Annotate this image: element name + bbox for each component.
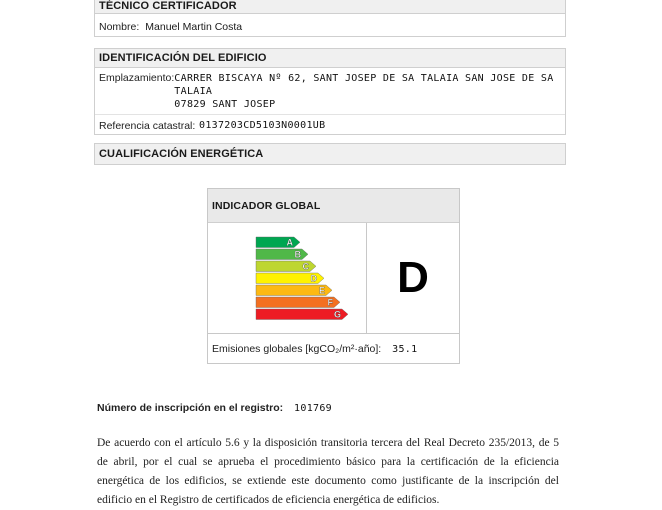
indicador-global-table bbox=[207, 188, 460, 364]
registro-line bbox=[97, 402, 332, 414]
cualificacion-energetica-section bbox=[94, 143, 566, 165]
section-header: TÉCNICO CERTIFICADOR bbox=[95, 0, 565, 14]
energy-class-arrow-a bbox=[256, 237, 300, 248]
referencia-row bbox=[95, 115, 565, 137]
referencia-value: 0137203CD5103N0001UB bbox=[199, 120, 326, 131]
emplazamiento-row bbox=[95, 68, 565, 115]
nombre-value: Manuel Martin Costa bbox=[145, 21, 243, 33]
referencia-label: Referencia catastral: bbox=[99, 120, 196, 132]
emisiones-label: Emisiones globales [kgCO₂/m²·año]: bbox=[212, 343, 382, 355]
emisiones-value: 35.1 bbox=[392, 344, 418, 355]
energy-class-letter-g: G bbox=[333, 309, 341, 320]
emplazamiento-line2: 07829 SANT JOSEP bbox=[174, 99, 276, 110]
emisiones-row bbox=[208, 334, 459, 364]
section-header: CUALIFICACIÓN ENERGÉTICA bbox=[95, 144, 565, 164]
section-header: IDENTIFICACIÓN DEL EDIFICIO bbox=[95, 49, 565, 68]
indicador-header: INDICADOR GLOBAL bbox=[208, 189, 459, 223]
energy-class-letter-a: A bbox=[286, 237, 293, 248]
emplazamiento-label: Emplazamiento: bbox=[99, 72, 175, 84]
energy-class-letter-e: E bbox=[318, 285, 325, 296]
nombre-row bbox=[95, 14, 565, 38]
energy-rating-letter: D bbox=[397, 253, 429, 302]
rating-cell bbox=[367, 223, 459, 333]
energy-scale-graphic bbox=[208, 223, 365, 333]
registro-value: 101769 bbox=[294, 403, 332, 414]
energy-class-letter-b: B bbox=[294, 249, 301, 260]
emplazamiento-line1: CARRER BISCAYA Nº 62, SANT JOSEP DE SA TALAIA SAN JOSE DE SA TALAIA bbox=[174, 73, 554, 97]
energy-scale-cell bbox=[208, 223, 367, 333]
energy-class-letter-d: D bbox=[310, 273, 317, 284]
tecnico-certificador-section bbox=[94, 0, 566, 37]
justification-paragraph: De acuerdo con el artículo 5.6 y la disposición transitoria tercera del Real Decreto 235/2013, de 5 de abril, por el cual se aprueba el procedimiento básico para la certificación de la eficiencia energética de los edificios, se extiende este documento como justificante de la inscripción del edificio en el Registro de certificados de eficiencia energética de edificios. bbox=[97, 437, 559, 506]
energy-class-letter-f: F bbox=[327, 297, 333, 308]
energy-class-letter-c: C bbox=[302, 261, 309, 272]
nombre-label: Nombre: bbox=[99, 21, 140, 33]
identificacion-edificio-section bbox=[94, 48, 566, 135]
registro-label: Número de inscripción en el registro: bbox=[97, 402, 284, 414]
